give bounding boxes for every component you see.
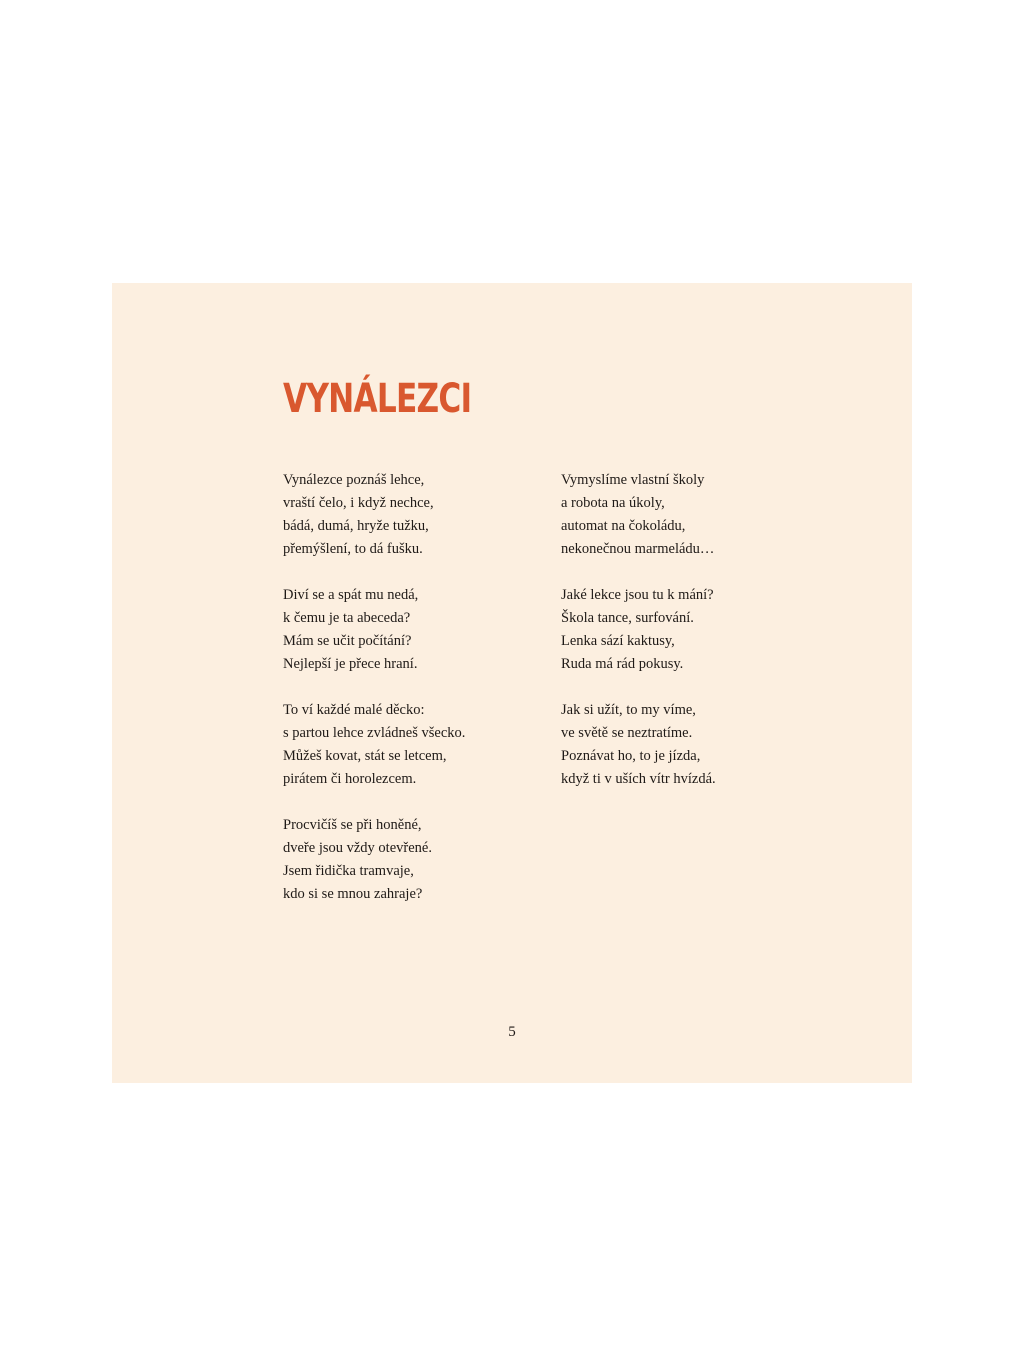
stanza <box>283 814 543 906</box>
book-page <box>112 283 912 1083</box>
poem-column-right <box>561 469 821 814</box>
verse-line: Vymyslíme vlastní školy <box>561 472 705 488</box>
verse-line: dveře jsou vždy otevřené. <box>283 840 432 856</box>
verse-line: To ví každé malé děcko: <box>283 702 425 718</box>
verse-line: Ruda má rád pokusy. <box>561 656 684 672</box>
verse-line: Nejlepší je přece hraní. <box>283 656 418 672</box>
page-number: 5 <box>508 1024 516 1040</box>
verse-line: Lenka sází kaktusy, <box>561 633 675 649</box>
verse-line: Jak si užít, to my víme, <box>561 702 696 718</box>
verse-line: bádá, dumá, hryže tužku, <box>283 518 429 534</box>
verse-line: kdo si se mnou zahraje? <box>283 886 423 902</box>
verse-line: Jaké lekce jsou tu k mání? <box>561 587 714 603</box>
poem-column-left <box>283 469 543 929</box>
verse-line: Můžeš kovat, stát se letcem, <box>283 748 447 764</box>
stanza <box>283 469 543 561</box>
verse-line: Diví se a spát mu nedá, <box>283 587 419 603</box>
verse-line: Procvičíš se při honěné, <box>283 817 422 833</box>
verse-line: když ti v uších vítr hvízdá. <box>561 771 716 787</box>
verse-line: Škola tance, surfování. <box>561 610 694 626</box>
verse-line: přemýšlení, to dá fušku. <box>283 541 423 557</box>
verse-line: nekonečnou marmeládu… <box>561 541 715 557</box>
verse-line: Poznávat ho, to je jízda, <box>561 748 701 764</box>
stanza <box>561 699 821 791</box>
stanza <box>561 584 821 676</box>
verse-line: a robota na úkoly, <box>561 495 665 511</box>
verse-line: Mám se učit počítání? <box>283 633 412 649</box>
verse-line: ve světě se neztratíme. <box>561 725 693 741</box>
verse-line: Jsem řidička tramvaje, <box>283 863 414 879</box>
verse-line: pirátem či horolezcem. <box>283 771 417 787</box>
stanza <box>561 469 821 561</box>
verse-line: vraští čelo, i když nechce, <box>283 495 434 511</box>
stanza <box>283 699 543 791</box>
verse-line: k čemu je ta abeceda? <box>283 610 411 626</box>
verse-line: s partou lehce zvládneš všecko. <box>283 725 466 741</box>
verse-line: Vynálezce poznáš lehce, <box>283 472 425 488</box>
verse-line: automat na čokoládu, <box>561 518 686 534</box>
stanza <box>283 584 543 676</box>
poem-title: VYNÁLEZCI <box>283 376 472 422</box>
